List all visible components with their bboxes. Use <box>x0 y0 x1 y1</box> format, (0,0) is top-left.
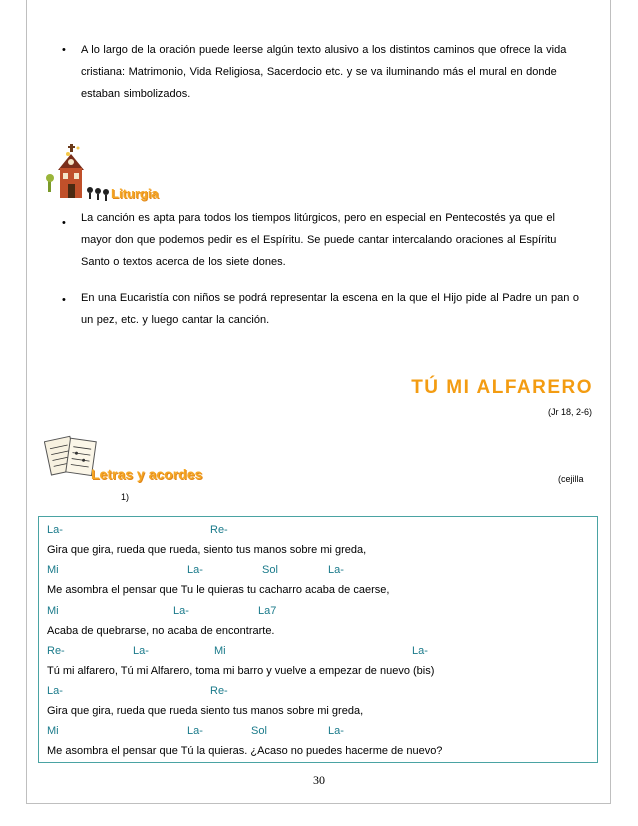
chord: La7 <box>258 605 277 617</box>
chord: La- <box>187 564 203 576</box>
chord: Sol <box>262 564 278 576</box>
chord: La- <box>133 645 149 657</box>
chord: La- <box>173 605 189 617</box>
song-reference: (Jr 18, 2-6) <box>547 407 592 417</box>
chord: Re- <box>210 524 228 536</box>
school-church-icon <box>44 140 116 204</box>
chord: La- <box>47 685 63 697</box>
bullet-paragraph-1 <box>81 39 593 105</box>
lyric-line: Tú mi alfarero, Tú mi Alfarero, toma mi barro y vuelve a empezar de nuevo (bis) <box>47 665 435 677</box>
page-number: 30 <box>313 773 325 787</box>
song-title: TÚ MI ALFARERO <box>411 377 593 398</box>
bullet-marker: • <box>62 217 66 229</box>
chord: Mi <box>214 645 226 657</box>
text-line: En una Eucaristía con niños se podrá representar la escena en la que el Hijo pide al Padre un pan o <box>81 292 579 304</box>
cejilla-note-cont: 1) <box>121 492 130 502</box>
text-line: A lo largo de la oración puede leerse algún texto alusivo a los distintos caminos que ofrece la vida <box>81 44 567 56</box>
text-line: cristiana: Matrimonio, Vida Religiosa, Sacerdocio etc. y se va iluminando más el mural en donde <box>81 66 557 78</box>
lyric-line: Me asombra el pensar que Tu le quieras tu cacharro acaba de caerse, <box>47 584 390 596</box>
text-line: La canción es apta para todos los tiempos litúrgicos, pero en especial en Pentecostés ya que el <box>81 212 555 224</box>
lyric-line: Acaba de quebrarse, no acaba de encontrarte. <box>47 625 275 637</box>
bullet-marker: • <box>62 44 66 56</box>
text-line: mayor don que podemos pedir es el Espíritu. Se puede cantar intercalando oraciones al Espíritu <box>81 234 557 246</box>
cejilla-note: (cejilla <box>558 474 584 484</box>
chord: Mi <box>47 605 59 617</box>
chord: Mi <box>47 725 59 737</box>
lyric-line: Me asombra el pensar que Tú la quieras. ¿Acaso no puedes hacerme de nuevo? <box>47 745 443 757</box>
chord: La- <box>412 645 428 657</box>
lyric-line: Gira que gira, rueda que rueda, siento tus manos sobre mi greda, <box>47 544 367 556</box>
bullet-paragraph-2 <box>81 207 593 273</box>
chord: La- <box>47 524 63 536</box>
liturgia-heading: Liturgia <box>111 186 159 201</box>
chord: La- <box>328 725 344 737</box>
bullet-marker: • <box>62 294 66 306</box>
lyrics-box <box>38 516 598 763</box>
chord: Re- <box>47 645 65 657</box>
text-line: un pez, etc. y luego cantar la canción. <box>81 314 270 326</box>
text-line: Santo o textos acerca de los siete dones. <box>81 256 286 268</box>
chord: La- <box>328 564 344 576</box>
chord: Mi <box>47 564 59 576</box>
chord: La- <box>187 725 203 737</box>
text-line: estaban simbolizados. <box>81 88 191 100</box>
letras-heading: Letras y acordes <box>91 466 203 482</box>
bullet-paragraph-3 <box>81 287 593 331</box>
chord: Sol <box>251 725 267 737</box>
chord: Re- <box>210 685 228 697</box>
lyric-line: Gira que gira, rueda que rueda siento tus manos sobre mi greda, <box>47 705 364 717</box>
